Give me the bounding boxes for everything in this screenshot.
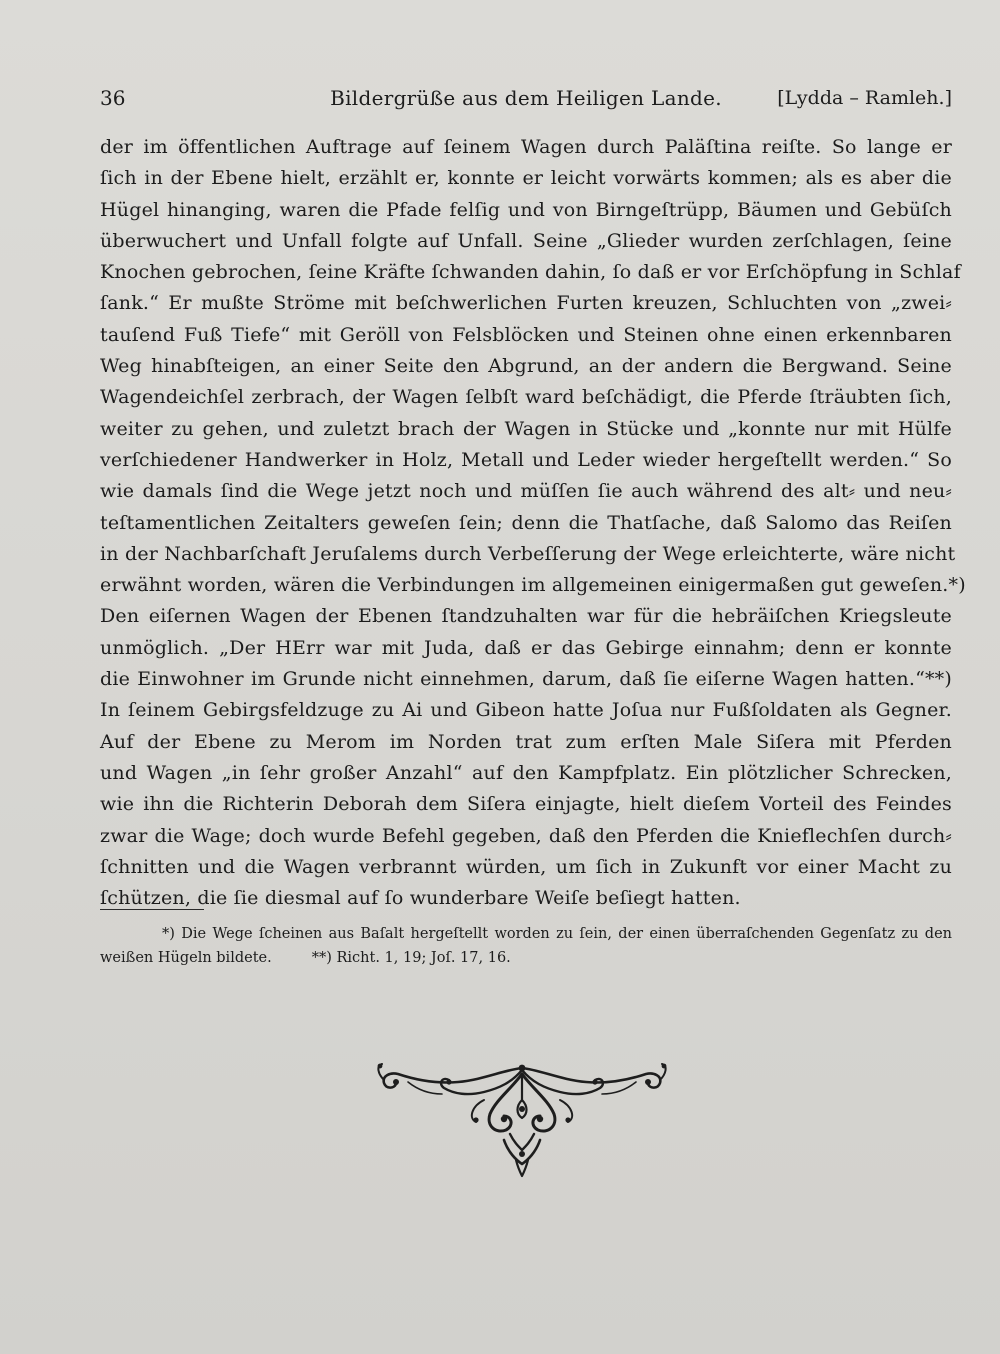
running-title: Bildergrüße aus dem Heiligen Lande. (330, 86, 722, 110)
main-text (100, 132, 966, 914)
text-line: Auf der Ebene zu Merom im Norden trat zum erſten Male Siſera mit Pferden (100, 730, 952, 753)
text-line: ſank.“ Er mußte Ströme mit beſchwerlichen Furten kreuzen, Schluchten von „zwei⸗ (100, 292, 952, 315)
section-marker: [Lydda – Ramleh.] (777, 87, 952, 109)
text-line: tauſend Fuß Tiefe“ mit Geröll von Felsblöcken und Steinen ohne einen erkennbaren (100, 323, 952, 346)
text-line: Weg hinabſteigen, an einer Seite den Abgrund, an der andern die Bergwand. Seine (100, 355, 952, 378)
text-line: wie damals ſind die Wege jetzt noch und müſſen ſie auch während des alt⸗ und neu⸗ (100, 480, 952, 503)
text-line: In ſeinem Gebirgsfeldzuge zu Ai und Gibeon hatte Joſua nur Fußſoldaten als Gegner. (100, 699, 952, 722)
footnote-rule (100, 909, 204, 910)
footnote-1-continuation: weißen Hügeln bildete. (100, 950, 272, 966)
text-line: Hügel hinanging, waren die Pfade felſig und von Birngeſtrüpp, Bäumen und Gebüſch (100, 198, 952, 221)
footnote-2: **) Richt. 1, 19; Joſ. 17, 16. (311, 950, 511, 966)
text-line: in der Nachbarſchaft Jeruſalems durch Verbeſſerung der Wege erleichterte, wäre nicht (100, 542, 956, 565)
text-line: erwähnt worden, wären die Verbindungen im allgemeinen einigermaßen gut geweſen.*) (100, 574, 966, 597)
footnote-line-2 (100, 946, 952, 970)
running-header (100, 83, 952, 113)
text-line: ſchnitten und die Wagen verbrannt würden, um ſich in Zukunft vor einer Macht zu (100, 855, 952, 878)
text-line: überwuchert und Unfall folgte auf Unfall. Seine „Glieder wurden zerſchlagen, ſeine (100, 229, 952, 252)
text-line: Knochen gebrochen, ſeine Kräfte ſchwanden dahin, ſo daß er vor Erſchöpfung in Schlaf (100, 261, 961, 284)
text-line: Den eiſernen Wagen der Ebenen ſtandzuhalten war für die hebräiſchen Kriegsleute (100, 605, 952, 628)
text-line: und Wagen „in ſehr großer Anzahl“ auf den Kampfplatz. Ein plötzlicher Schrecken, (100, 761, 952, 784)
text-line: der im öffentlichen Auftrage auf ſeinem Wagen durch Paläſtina reiſte. So lange er (100, 136, 952, 158)
text-line: die Einwohner im Grunde nicht einnehmen, darum, daß ſie eiſerne Wagen hatten.“**) (100, 668, 952, 691)
text-line-last: ſchützen, die ſie diesmal auf ſo wunderbare Weiſe beſiegt hatten. (100, 887, 741, 910)
text-line: weiter zu gehen, und zuletzt brach der Wagen in Stücke und „konnte nur mit Hülfe (100, 417, 952, 440)
footnotes (100, 922, 952, 970)
text-line: Wagendeichſel zerbrach, der Wagen ſelbſt ward beſchädigt, die Pferde ſträubten ſich, (100, 386, 952, 409)
page-number: 36 (100, 86, 126, 110)
text-line: unmöglich. „Der HErr war mit Juda, daß er das Gebirge einnahm; denn er konnte (100, 636, 952, 659)
text-line: verſchiedener Handwerker in Holz, Metall und Leder wieder hergeſtellt werden.“ So (100, 448, 952, 471)
footnote-1: *) Die Wege ſcheinen aus Baſalt hergeſtellt worden zu ſein, der einen überraſchenden Gegenſatz zu den (162, 926, 952, 942)
text-line: wie ihn die Richterin Deborah dem Siſera einjagte, hielt dieſem Vorteil des Feindes (100, 793, 952, 816)
text-line: zwar die Wage; doch wurde Befehl gegeben, daß den Pferden die Knieflechſen durch⸗ (100, 824, 952, 847)
text-line: teſtamentlichen Zeitalters geweſen ſein; denn die Thatſache, daß Salomo das Reiſen (100, 511, 952, 534)
fleuron-ornament-icon (372, 1060, 672, 1178)
text-line: ſich in der Ebene hielt, erzählt er, konnte er leicht vorwärts kommen; als es aber die (100, 167, 952, 190)
